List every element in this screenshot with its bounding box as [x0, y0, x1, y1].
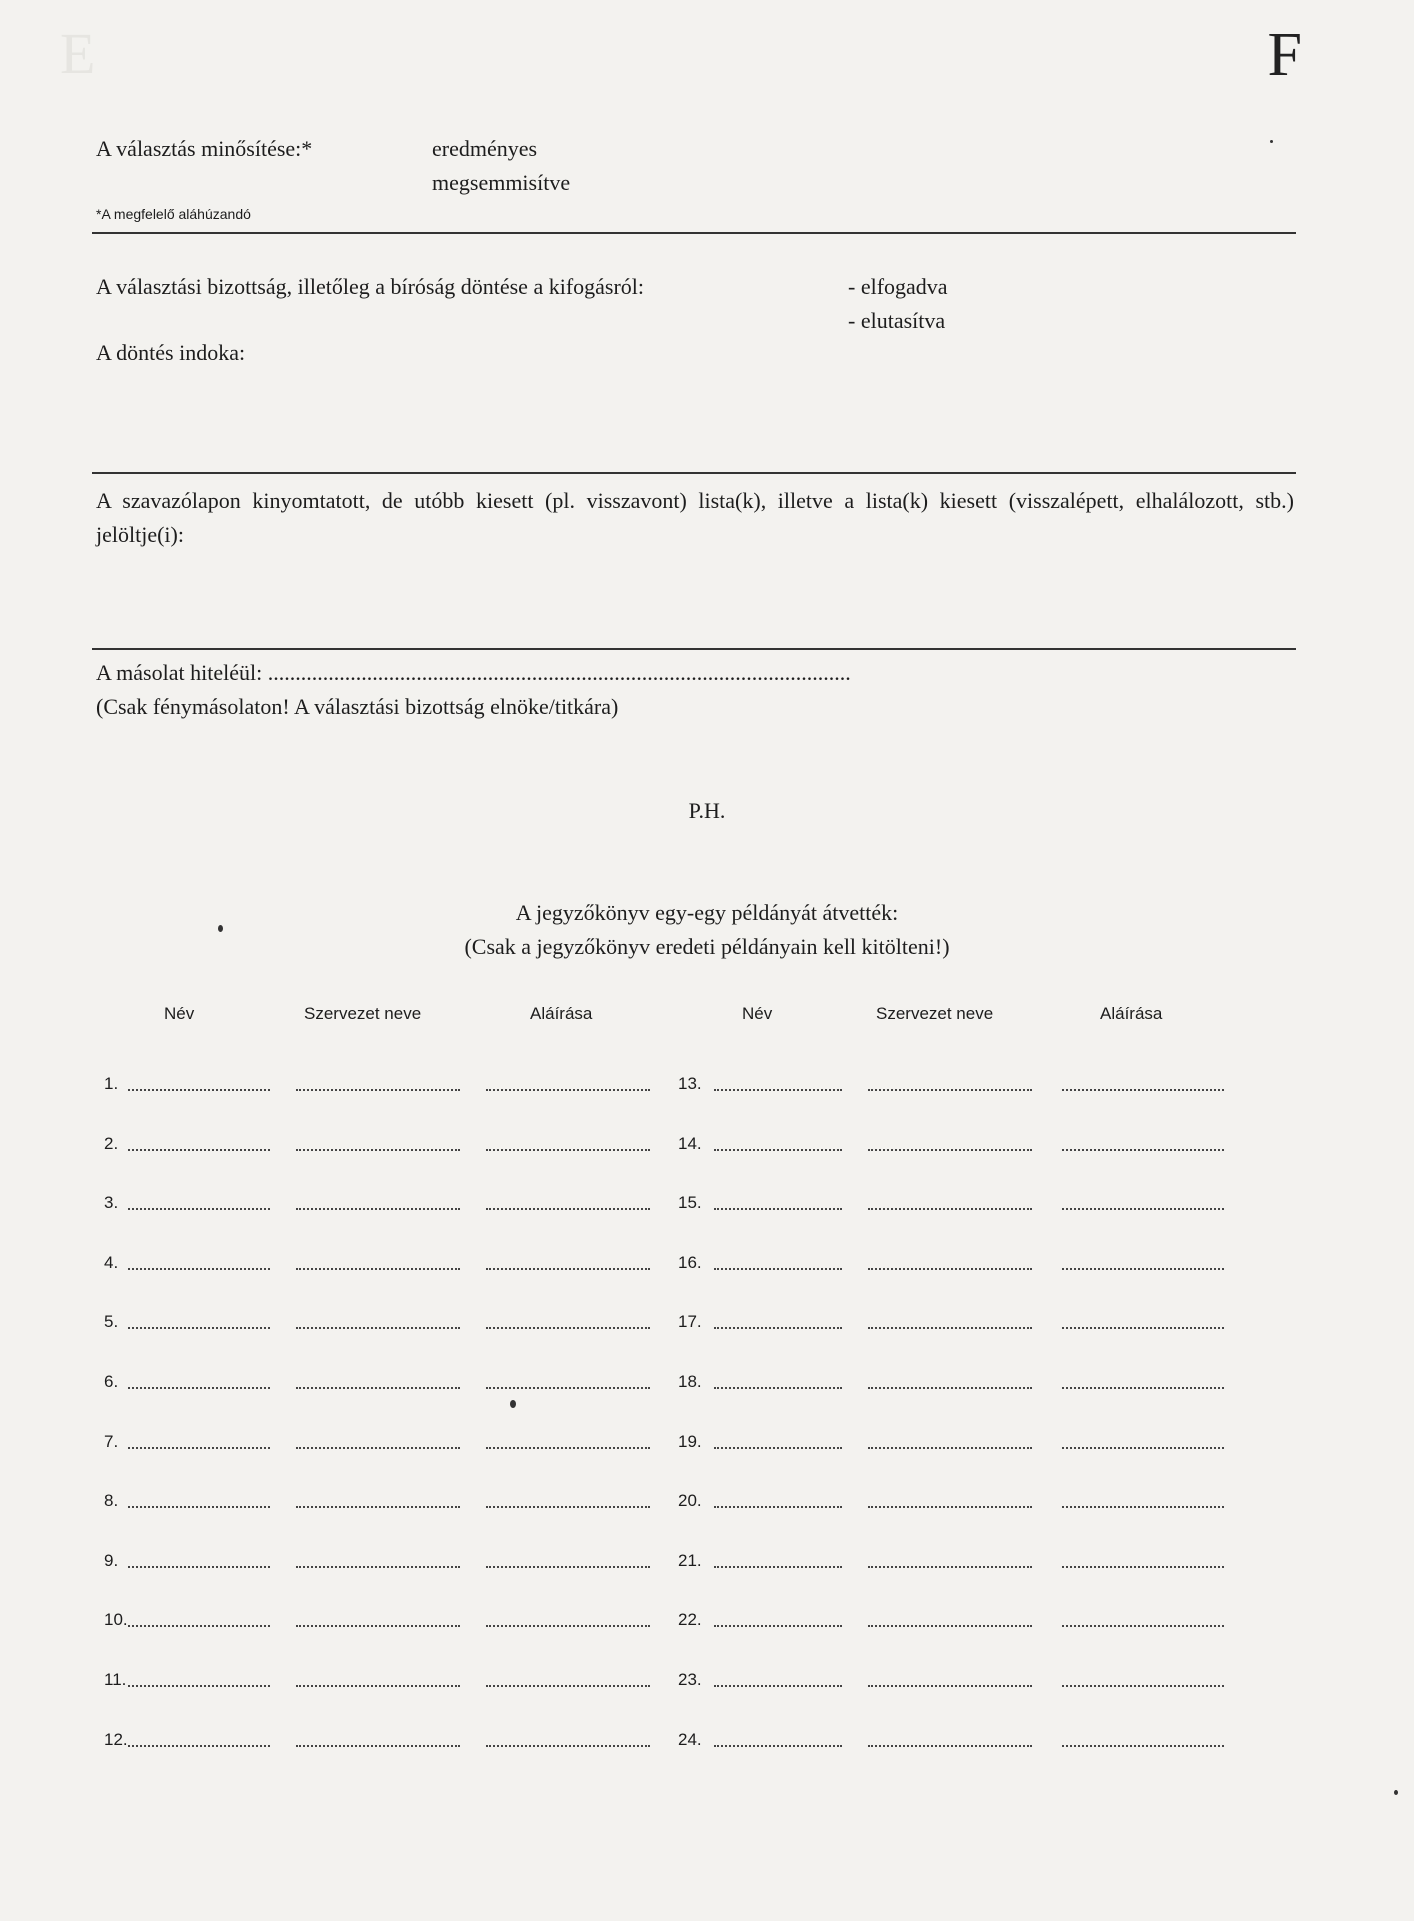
row-number-right: 19.: [678, 1432, 702, 1451]
name-field-left[interactable]: [128, 1387, 270, 1389]
ghost-letter: E: [60, 21, 96, 86]
organization-field-left[interactable]: [296, 1149, 460, 1151]
name-field-right[interactable]: [714, 1327, 842, 1329]
signature-field-right[interactable]: [1062, 1327, 1224, 1329]
row-number-right: 23.: [678, 1670, 702, 1689]
name-field-right[interactable]: [714, 1089, 842, 1091]
signature-field-left[interactable]: [486, 1566, 650, 1568]
corner-letter: F: [1267, 21, 1302, 89]
row-number-right: 22.: [678, 1610, 702, 1629]
name-field-left[interactable]: [128, 1327, 270, 1329]
header-signature-left: Aláírása: [530, 1004, 593, 1023]
receipt-title: A jegyzőkönyv egy-egy példányát átvették:: [515, 900, 899, 925]
signature-field-right[interactable]: [1062, 1268, 1224, 1270]
stamp-label: P.H.: [688, 798, 726, 823]
organization-field-left[interactable]: [296, 1327, 460, 1329]
objection-option-accepted[interactable]: - elfogadva: [848, 274, 948, 299]
signature-field-right[interactable]: [1062, 1089, 1224, 1091]
organization-field-left[interactable]: [296, 1208, 460, 1210]
name-field-left[interactable]: [128, 1506, 270, 1508]
signature-field-left[interactable]: [486, 1327, 650, 1329]
row-number-right: 21.: [678, 1551, 702, 1570]
organization-field-right[interactable]: [868, 1149, 1032, 1151]
organization-field-right[interactable]: [868, 1387, 1032, 1389]
row-number-right: 18.: [678, 1372, 702, 1391]
name-field-left[interactable]: [128, 1447, 270, 1449]
name-field-left[interactable]: [128, 1268, 270, 1270]
signature-field-left[interactable]: [486, 1745, 650, 1747]
signature-field-left[interactable]: [486, 1208, 650, 1210]
name-field-right[interactable]: [714, 1506, 842, 1508]
name-field-right[interactable]: [714, 1685, 842, 1687]
name-field-left[interactable]: [128, 1089, 270, 1091]
signature-field-right[interactable]: [1062, 1566, 1224, 1568]
name-field-right[interactable]: [714, 1745, 842, 1747]
scan-speck: [218, 925, 223, 932]
name-field-left[interactable]: [128, 1685, 270, 1687]
row-number-left: 12.: [104, 1730, 128, 1749]
header-organization-left: Szervezet neve: [304, 1004, 422, 1023]
divider-2: [92, 472, 1296, 474]
organization-field-right[interactable]: [868, 1745, 1032, 1747]
row-number-right: 15.: [678, 1193, 702, 1212]
signature-field-right[interactable]: [1062, 1745, 1224, 1747]
organization-field-left[interactable]: [296, 1625, 460, 1627]
signature-field-right[interactable]: [1062, 1447, 1224, 1449]
organization-field-left[interactable]: [296, 1447, 460, 1449]
withdrawn-lists-paragraph: A szavazólapon kinyomtatott, de utóbb kiesett (pl. visszavont) lista(k), illetve a lista(k) kiesett (visszalépett, elhalálozott, stb.) jelöltje(i):: [96, 488, 1294, 547]
row-number-left: 10.: [104, 1610, 128, 1629]
organization-field-left[interactable]: [296, 1685, 460, 1687]
organization-field-right[interactable]: [868, 1089, 1032, 1091]
name-field-left[interactable]: [128, 1149, 270, 1151]
row-number-left: 7.: [104, 1432, 119, 1451]
divider-1: [92, 232, 1296, 234]
row-number-right: 20.: [678, 1491, 702, 1510]
header-name-left: Név: [164, 1004, 195, 1023]
objection-option-rejected[interactable]: - elutasítva: [848, 308, 946, 333]
signature-field-left[interactable]: [486, 1685, 650, 1687]
row-number-left: 9.: [104, 1551, 119, 1570]
name-field-right[interactable]: [714, 1268, 842, 1270]
name-field-right[interactable]: [714, 1208, 842, 1210]
scan-speck: [1270, 140, 1273, 143]
header-signature-right: Aláírása: [1100, 1004, 1163, 1023]
signature-field-left[interactable]: [486, 1387, 650, 1389]
organization-field-left[interactable]: [296, 1268, 460, 1270]
receipt-subtitle: (Csak a jegyzőkönyv eredeti példányain kell kitölteni!): [464, 934, 950, 959]
organization-field-left[interactable]: [296, 1089, 460, 1091]
organization-field-right[interactable]: [868, 1268, 1032, 1270]
signature-field-right[interactable]: [1062, 1149, 1224, 1151]
organization-field-left[interactable]: [296, 1745, 460, 1747]
scan-speck: [510, 1400, 516, 1408]
qualification-footnote: *A megfelelő aláhúzandó: [96, 206, 251, 222]
decision-reason-label: A döntés indoka:: [96, 340, 246, 365]
row-number-right: 16.: [678, 1253, 702, 1272]
row-number-right: 17.: [678, 1312, 702, 1331]
organization-field-right[interactable]: [868, 1208, 1032, 1210]
row-number-left: 5.: [104, 1312, 119, 1331]
organization-field-right[interactable]: [868, 1506, 1032, 1508]
signature-field-right[interactable]: [1062, 1685, 1224, 1687]
signature-field-right[interactable]: [1062, 1208, 1224, 1210]
row-number-left: 8.: [104, 1491, 119, 1510]
row-number-left: 3.: [104, 1193, 119, 1212]
name-field-right[interactable]: [714, 1387, 842, 1389]
scan-speck: [1394, 1790, 1398, 1795]
signature-field-left[interactable]: [486, 1268, 650, 1270]
organization-field-left[interactable]: [296, 1387, 460, 1389]
signature-field-right[interactable]: [1062, 1506, 1224, 1508]
name-field-right[interactable]: [714, 1149, 842, 1151]
name-field-left[interactable]: [128, 1566, 270, 1568]
organization-field-right[interactable]: [868, 1625, 1032, 1627]
signature-field-left[interactable]: [486, 1506, 650, 1508]
row-number-left: 4.: [104, 1253, 119, 1272]
name-field-left[interactable]: [128, 1208, 270, 1210]
signature-field-left[interactable]: [486, 1447, 650, 1449]
header-organization-right: Szervezet neve: [876, 1004, 994, 1023]
certification-note: (Csak fénymásolaton! A választási bizottság elnöke/titkára): [96, 694, 619, 719]
organization-field-left[interactable]: [296, 1506, 460, 1508]
divider-3: [92, 648, 1296, 650]
name-field-right[interactable]: [714, 1566, 842, 1568]
header-name-right: Név: [742, 1004, 773, 1023]
organization-field-right[interactable]: [868, 1685, 1032, 1687]
signature-field-left[interactable]: [486, 1625, 650, 1627]
row-number-right: 14.: [678, 1134, 702, 1153]
qualification-option-annulled[interactable]: megsemmisítve: [432, 170, 571, 195]
organization-field-right[interactable]: [868, 1566, 1032, 1568]
row-number-left: 1.: [104, 1074, 119, 1093]
signature-field-right[interactable]: [1062, 1387, 1224, 1389]
name-field-right[interactable]: [714, 1625, 842, 1627]
qualification-label: A választás minősítése:*: [96, 136, 313, 161]
row-number-right: 13.: [678, 1074, 702, 1093]
row-number-left: 11.: [104, 1670, 127, 1689]
row-number-left: 6.: [104, 1372, 119, 1391]
certification-label: A másolat hiteléül: ..........................................................................................................: [96, 660, 851, 685]
signature-field-left[interactable]: [486, 1149, 650, 1151]
organization-field-right[interactable]: [868, 1327, 1032, 1329]
qualification-option-valid[interactable]: eredményes: [432, 136, 538, 161]
row-number-right: 24.: [678, 1730, 702, 1749]
signature-field-right[interactable]: [1062, 1625, 1224, 1627]
name-field-left[interactable]: [128, 1625, 270, 1627]
objection-label: A választási bizottság, illetőleg a bíróság döntése a kifogásról:: [96, 274, 645, 299]
row-number-left: 2.: [104, 1134, 119, 1153]
organization-field-left[interactable]: [296, 1566, 460, 1568]
organization-field-right[interactable]: [868, 1447, 1032, 1449]
signature-field-left[interactable]: [486, 1089, 650, 1091]
name-field-right[interactable]: [714, 1447, 842, 1449]
name-field-left[interactable]: [128, 1745, 270, 1747]
